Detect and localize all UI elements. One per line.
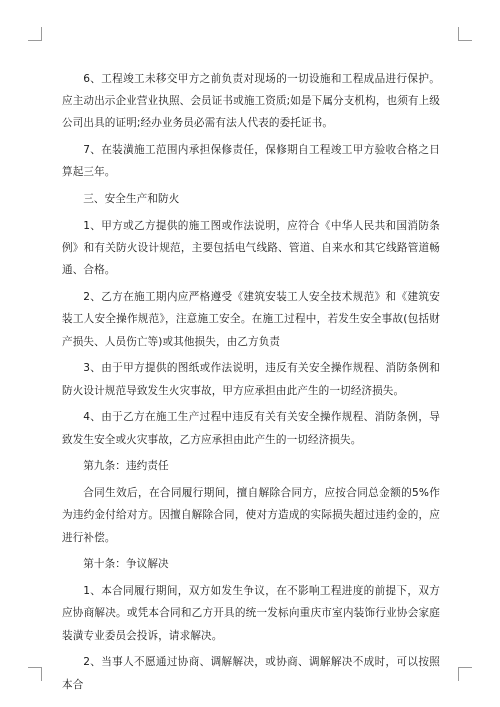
paragraph-breach: 合同生效后，在合同履行期间，擅自解除合同方，应按合同总金额的5%作为违约金付给对方。因擅自解除合同，使对方造成的实际损失超过违约金的，应进行补偿。 [62, 487, 440, 544]
crop-mark-bottom-left [28, 667, 42, 681]
crop-mark-bottom-right [458, 667, 472, 681]
paragraph-dispute-2: 2、当事人不愿通过协商、调解解决，或协商、调解解决不成时，可以按照本合 [62, 656, 440, 691]
paragraph-safety-2: 2、乙方在施工期内应严格遵受《建筑安装工人安全技术规范》和《建筑安装工人安全操作规范》，注意施工安全。在施工过程中，若发生安全事故(包括财产损失、人员伤亡等)或其他损失，由乙方负责 [62, 291, 440, 348]
paragraph-safety-1: 1、甲方或乙方提供的施工图或作法说明，应符合《中华人民共和国消防条例》和有关防火设计规范，主要包括电气线路、管道、自来水和其它线路管道畅通、合格。 [62, 220, 440, 277]
paragraph-safety-3: 3、由于甲方提供的图纸或作法说明，违反有关安全操作规程、消防条例和防火设计规范导致发生火灾事故，甲方应承担由此产生的一切经济损失。 [62, 362, 440, 397]
section-heading-safety: 三、安全生产和防火 [83, 193, 180, 206]
paragraph-clause-7: 7、在装潢施工范围内承担保修责任，保修期自工程竣工甲方验收合格之日算起三年。 [62, 144, 440, 179]
document-body [62, 68, 440, 700]
article-heading-10: 第十条：争议解决 [83, 558, 169, 571]
paragraph-clause-6: 6、工程竣工未移交甲方之前负责对现场的一切设施和工程成品进行保护。应主动出示企业营业执照、会员证书或施工资质;如是下属分支机构，也须有上级公司出具的证明;经办业务员必需有法人代表的委托证书。 [62, 73, 440, 130]
crop-mark-top-right [458, 27, 472, 41]
paragraph-dispute-1: 1、本合同履行期间，双方如发生争议，在不影响工程进度的前提下，双方应协商解决。或凭本合同和乙方开具的统一发标向重庆市室内装饰行业协会家庭装潢专业委员会投诉，请求解决。 [62, 585, 440, 642]
paragraph-safety-4: 4、由于乙方在施工生产过程中违反有关有关安全操作规程、消防条例，导致发生安全或火灾事故，乙方应承担由此产生的一切经济损失。 [62, 411, 440, 446]
article-heading-9: 第九条：违约责任 [83, 460, 169, 473]
crop-mark-top-left [28, 27, 42, 41]
